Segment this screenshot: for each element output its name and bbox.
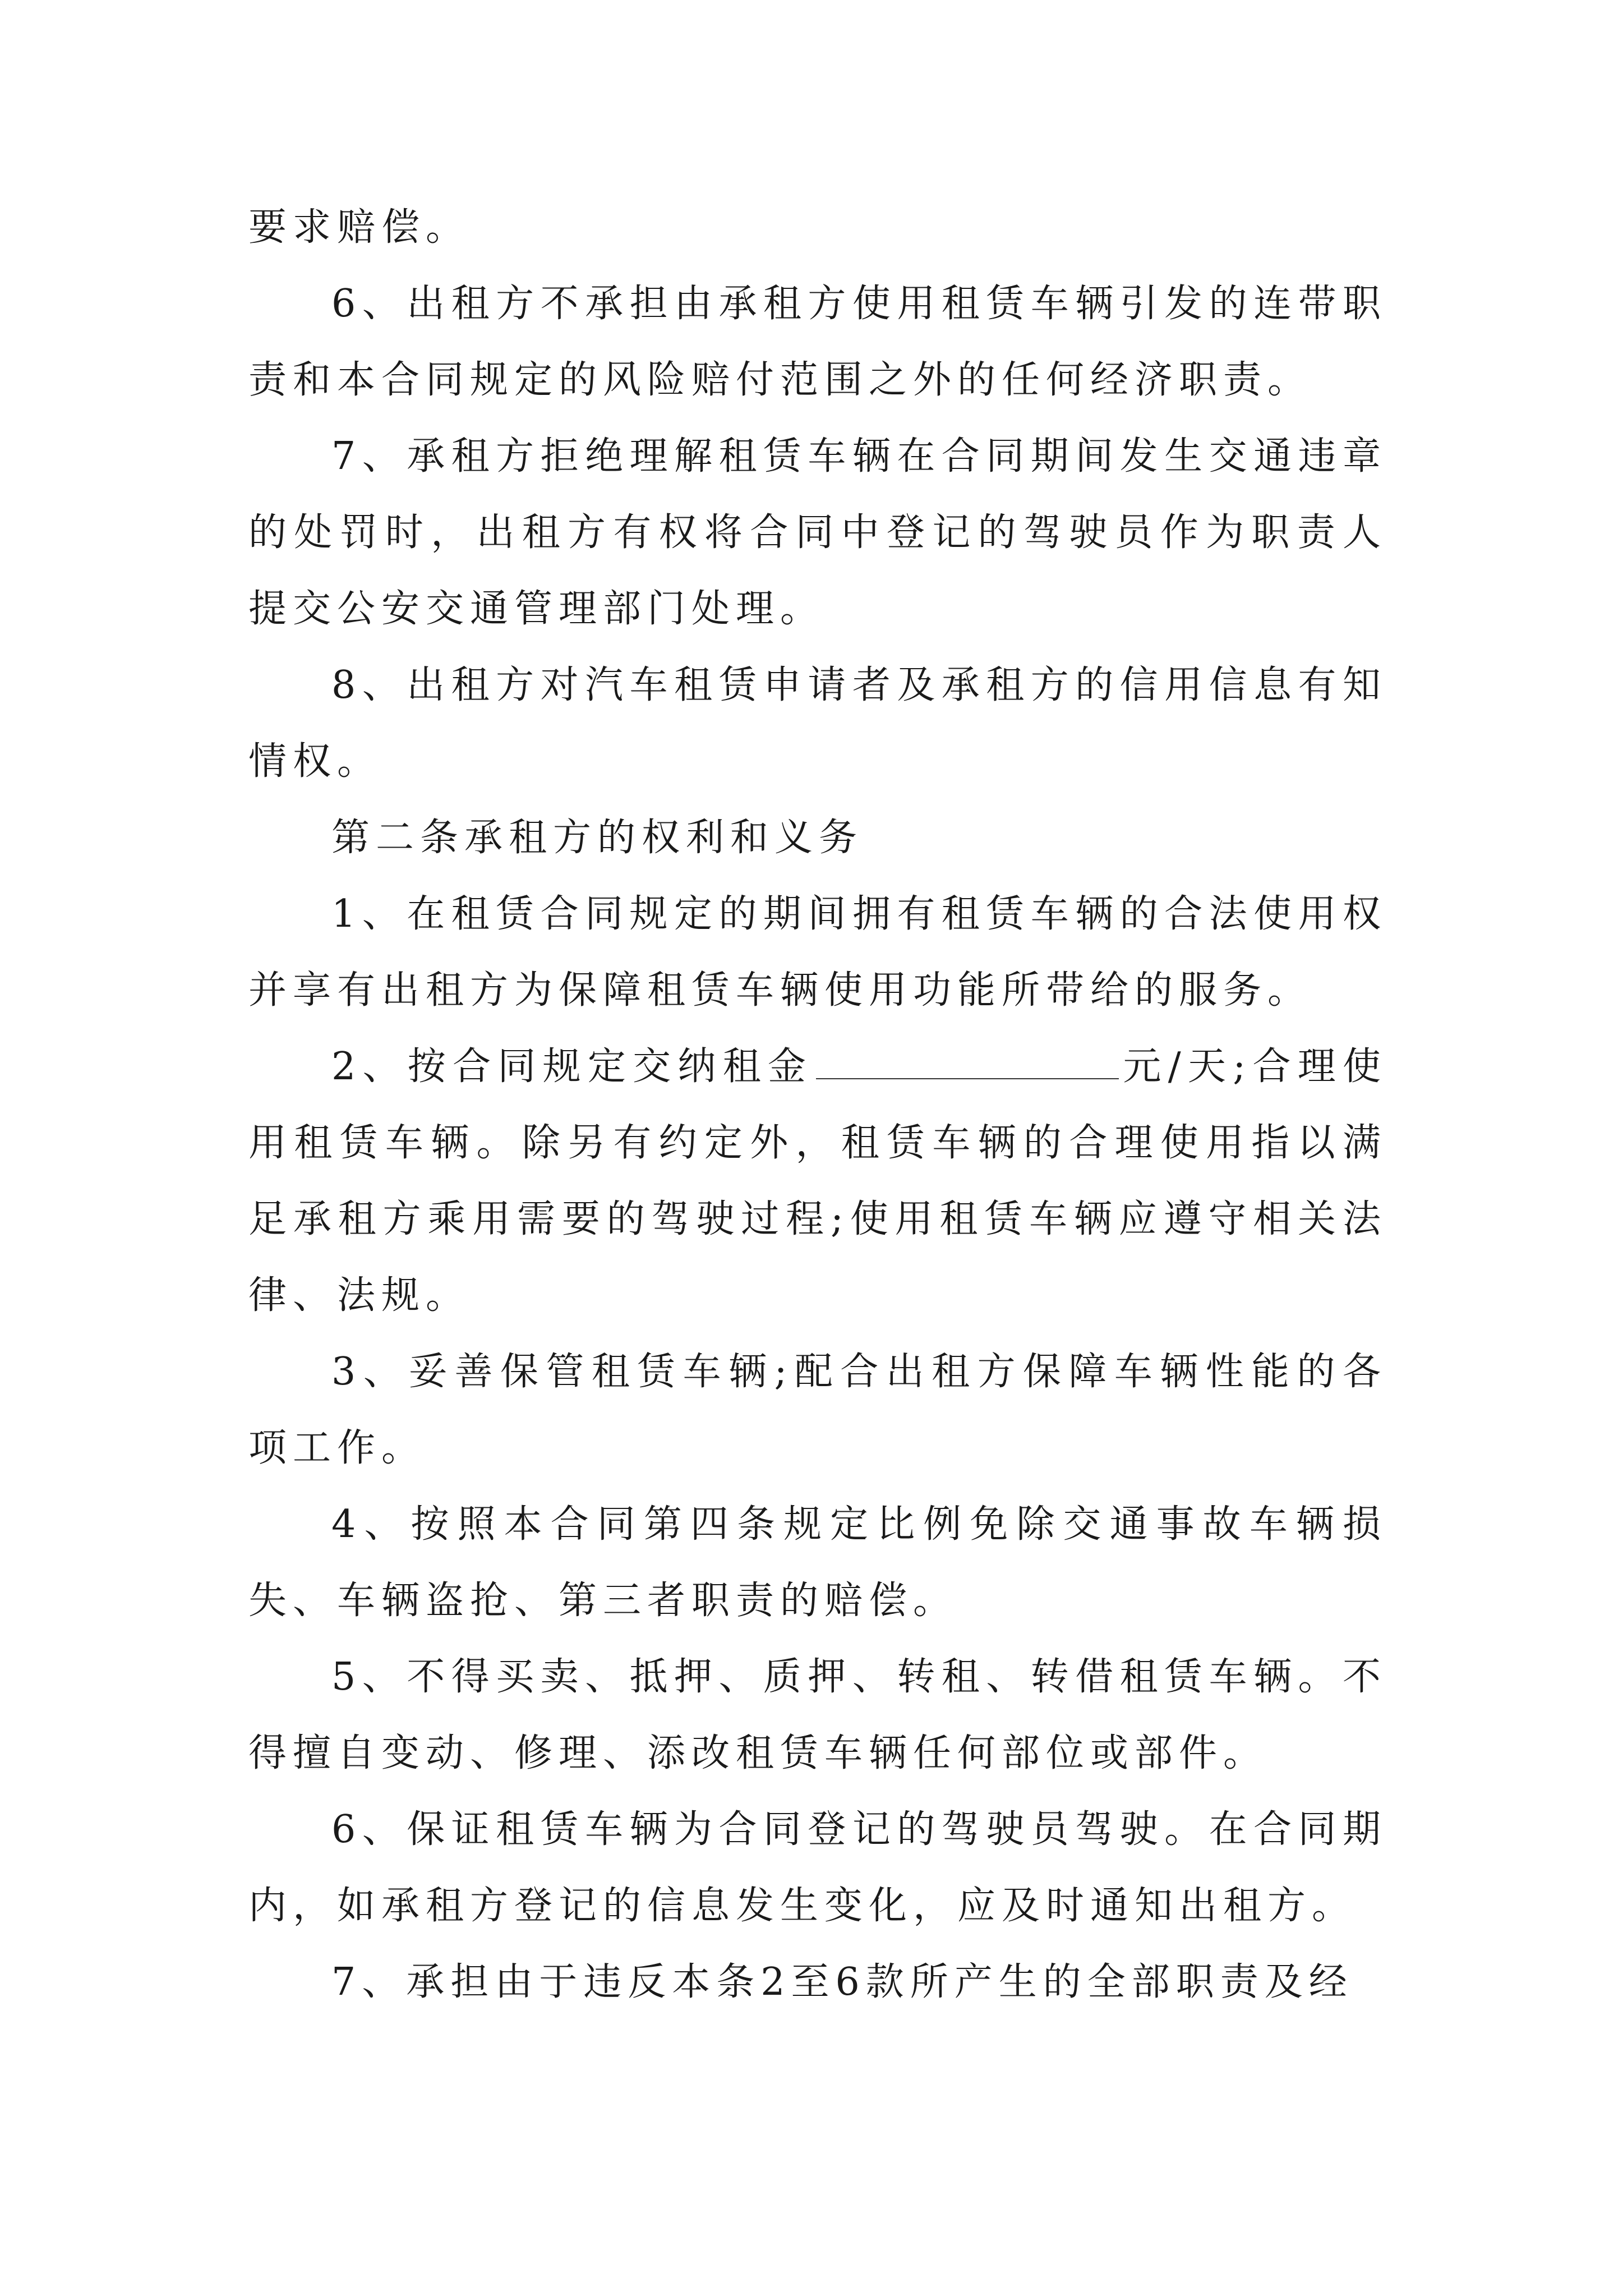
paragraph-item-6: 6、出租方不承担由承租方使用租赁车辆引发的连带职责和本合同规定的风险赔付范围之外的任何经济职责。 bbox=[248, 282, 1387, 402]
paragraph-item-6b: 6、保证租赁车辆为合同登记的驾驶员驾驶。在合同期内，如承租方登记的信息发生变化，应及时通知出租方。 bbox=[248, 1807, 1387, 1928]
document-page bbox=[248, 190, 1387, 2021]
paragraph-continuation: 要求赔偿。 bbox=[248, 205, 471, 250]
paragraph-item-2-lead: 2、按合同规定交纳租金 bbox=[331, 1045, 813, 1089]
paragraph-item-7: 7、承租方拒绝理解租赁车辆在合同期间发生交通违章的处罚时，出租方有权将合同中登记的驾驶员作为职责人提交公安交通管理部门处理。 bbox=[248, 434, 1387, 631]
section-heading: 第二条承租方的权利和义务 bbox=[331, 816, 864, 860]
paragraph-item-5: 5、不得买卖、抵押、质押、转租、转借租赁车辆。不得擅自变动、修理、添改租赁车辆任何部位或部件。 bbox=[248, 1655, 1387, 1775]
paragraph-item-4: 4、按照本合同第四条规定比例免除交通事故车辆损失、车辆盗抢、第三者职责的赔偿。 bbox=[248, 1502, 1387, 1623]
paragraph-item-2 bbox=[248, 1029, 1387, 1334]
paragraph-item-3: 3、妥善保管租赁车辆;配合出租方保障车辆性能的各项工作。 bbox=[248, 1350, 1387, 1470]
paragraph-item-8: 8、出租方对汽车租赁申请者及承租方的信用信息有知情权。 bbox=[248, 663, 1387, 784]
rent-blank-line bbox=[816, 1045, 1119, 1079]
paragraph-item-7b: 7、承担由于违反本条2至6款所产生的全部职责及经 bbox=[331, 1960, 1353, 2004]
paragraph-item-2-rest: 元/天;合理使用租赁车辆。除另有约定外，租赁车辆的合理使用指以满足承租方乘用需要的驾驶过程;使用租赁车辆应遵守相关法律、法规。 bbox=[248, 1045, 1387, 1318]
paragraph-item-1: 1、在租赁合同规定的期间拥有租赁车辆的合法使用权并享有出租方为保障租赁车辆使用功能所带给的服务。 bbox=[248, 892, 1387, 1013]
